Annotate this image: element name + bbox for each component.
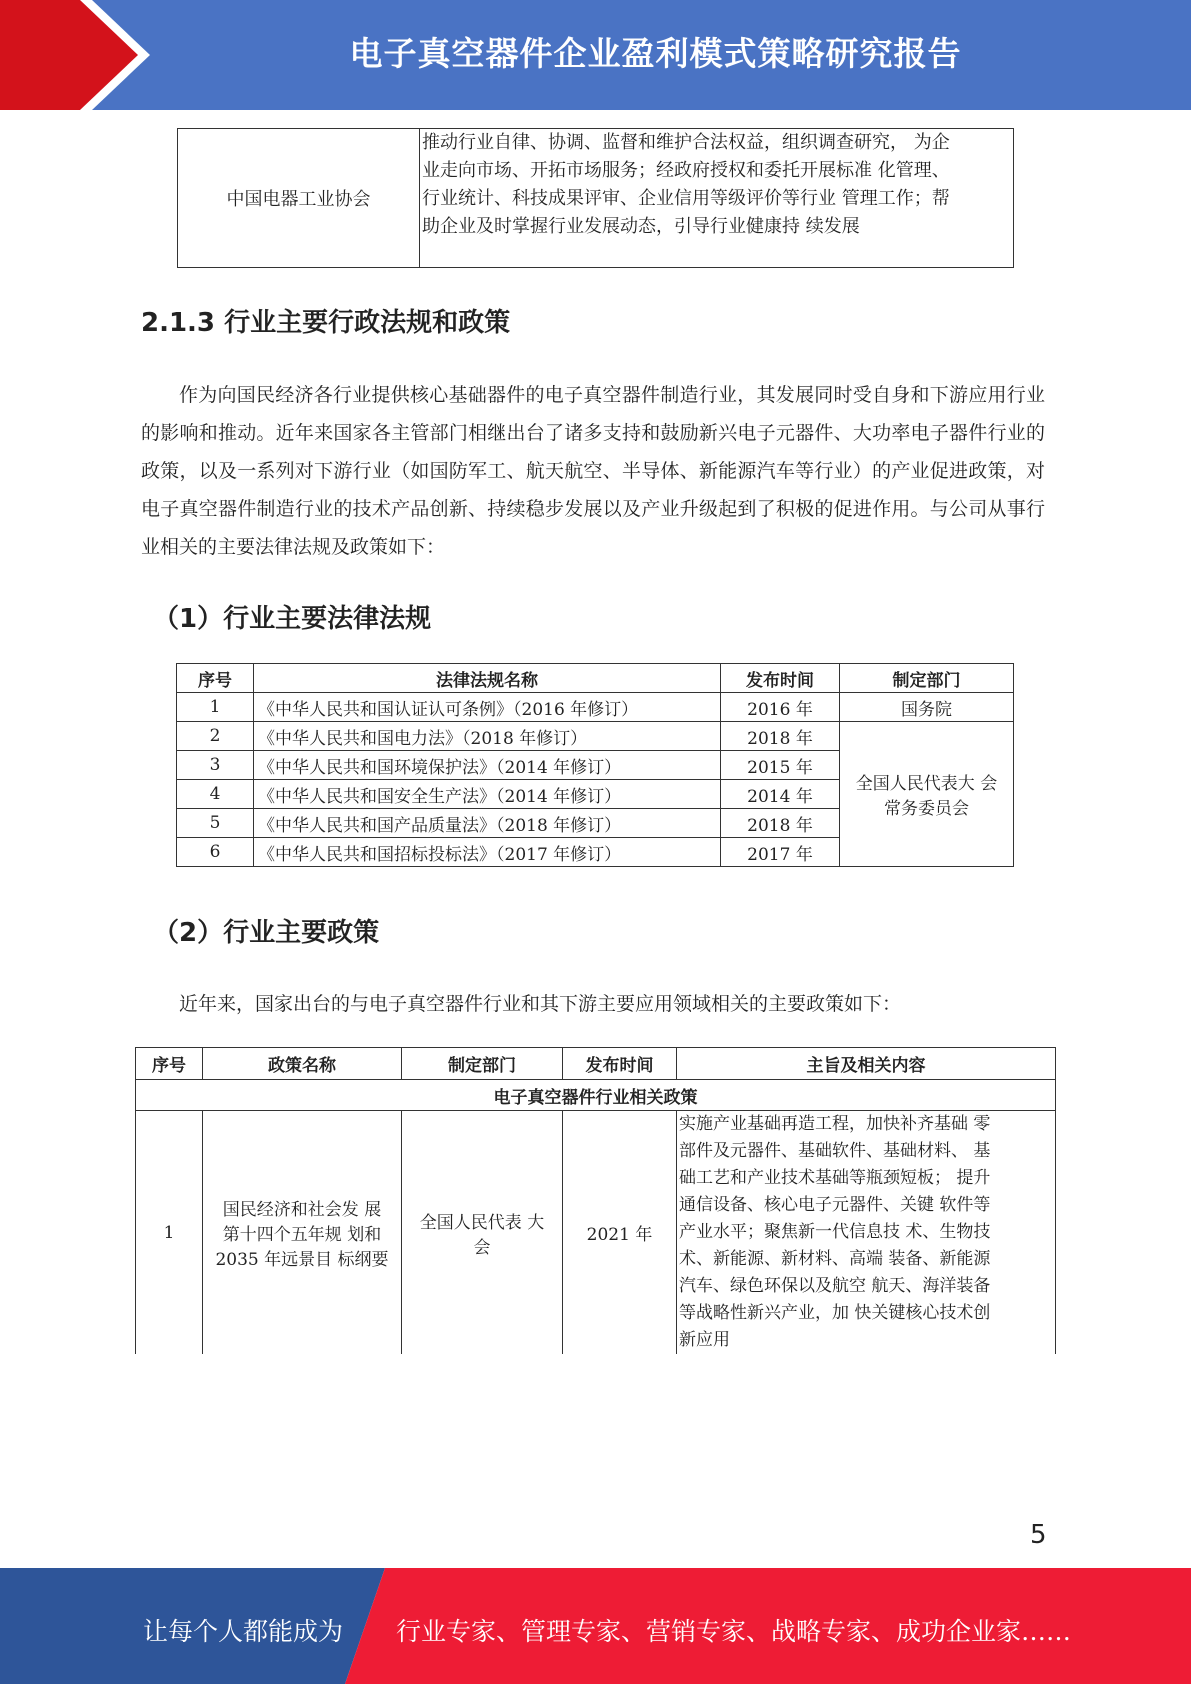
law-name: 《中华人民共和国环境保护法》（2014 年修订） [254,751,721,780]
law-date: 2015 年 [721,751,840,780]
policy-name-line: 2035 年远景目 标纲要 [215,1250,389,1270]
law-name: 《中华人民共和国招标投标法》（2017 年修订） [254,838,721,867]
table-header-row [177,664,1014,693]
content-line: 础工艺和产业技术基础等瓶颈短板； 提升 [679,1168,991,1188]
content-line: 汽车、绿色环保以及航空 航天、海洋装备 [679,1276,991,1296]
col-header: 发布时间 [563,1048,677,1080]
col-header: 法律法规名称 [254,664,721,693]
row-no: 3 [177,751,254,780]
section-paragraph: 作为向国民经济各行业提供核心基础器件的电子真空器件制造行业，其发展同时受自身和下游应用行业的影响和推动。近年来国家各主管部门相继出台了诸多支持和鼓励新兴电子元器件、大功率电子器件行业的政策，以及一系列对下游行业（如国防军工、航天航空、半导体、新能源汽车等行业）的产业促进政策，对电子真空器件制造行业的技术产品创新、持续稳步发展以及产业升级起到了积极的促进作用。与公司从事行业相关的主要法律法规及政策如下： [141,384,1045,558]
row-no: 5 [177,809,254,838]
law-date: 2016 年 [721,693,840,722]
desc-line: 助企业及时掌握行业发展动态，引导行业健康持 续发展 [422,216,860,237]
table-row [136,1111,1056,1355]
law-date: 2017 年 [721,838,840,867]
desc-line: 业走向市场、开拓市场服务；经政府授权和委托开展标准 化管理、 [422,160,950,181]
page-number: 5 [1030,1520,1047,1550]
content-line: 新应用 [679,1330,730,1350]
row-no: 4 [177,780,254,809]
footer-slogan-right: 行业专家、管理专家、营销专家、战略专家、成功企业家…… [396,1617,1072,1646]
policies-table [135,1047,1056,1354]
policy-name-line: 国民经济和社会发 展 [222,1200,382,1220]
table-row [177,693,1014,722]
report-title: 电子真空器件企业盈利模式策略研究报告 [349,34,962,73]
policy-content [677,1111,1056,1355]
col-header: 制定部门 [402,1048,563,1080]
col-header: 序号 [136,1048,203,1080]
policy-date: 2021 年 [563,1111,677,1355]
content-line: 术、新能源、新材料、高端 装备、新能源 [679,1249,991,1269]
row-no: 1 [177,693,254,722]
policy-name-line: 第十四个五年规 划和 [222,1225,382,1245]
row-no: 1 [136,1111,203,1355]
policy-dept [402,1111,563,1355]
table-row [177,722,1014,751]
table-row [178,129,1014,268]
section-heading: 2.1.3 行业主要行政法规和政策 [141,308,511,338]
content-line: 通信设备、核心电子元器件、关键 软件等 [679,1195,991,1215]
association-description [420,129,1014,268]
dept-line: 全国人民代表大 会 [855,774,998,794]
policy-group-label: 电子真空器件行业相关政策 [136,1080,1056,1111]
policies-heading: （2）行业主要政策 [153,918,380,948]
page-header [0,0,1191,110]
law-date: 2018 年 [721,809,840,838]
laws-table [176,663,1014,867]
desc-line: 行业统计、科技成果评审、企业信用等级评价等行业 管理工作；帮 [422,188,950,209]
footer-slogan-left: 让每个人都能成为 [143,1617,344,1646]
policy-dept-line: 全国人民代表 大 [419,1212,545,1233]
law-date: 2018 年 [721,722,840,751]
policy-name [203,1111,402,1355]
col-header: 发布时间 [721,664,840,693]
desc-line: 推动行业自律、协调、监督和维护合法权益，组织调查研究， 为企 [422,132,950,153]
association-name: 中国电器工业协会 [178,129,420,268]
law-date: 2014 年 [721,780,840,809]
content-line: 实施产业基础再造工程，加快补齐基础 零 [679,1114,991,1134]
law-name: 《中华人民共和国安全生产法》（2014 年修订） [254,780,721,809]
law-name: 《中华人民共和国产品质量法》（2018 年修订） [254,809,721,838]
col-header: 政策名称 [203,1048,402,1080]
content-line: 产业水平；聚焦新一代信息技 术、生物技 [679,1222,991,1242]
laws-heading: （1）行业主要法律法规 [153,604,432,634]
association-table [177,128,1014,268]
law-dept-merged [840,722,1014,867]
law-name: 《中华人民共和国认证认可条例》（2016 年修订） [254,693,721,722]
policy-dept-line: 会 [473,1237,491,1258]
page-footer [0,1568,1191,1684]
row-no: 6 [177,838,254,867]
col-header: 主旨及相关内容 [677,1048,1056,1080]
table-group-row [136,1080,1056,1111]
row-no: 2 [177,722,254,751]
law-dept: 国务院 [840,693,1014,722]
policies-intro: 近年来，国家出台的与电子真空器件行业和其下游主要应用领域相关的主要政策如下： [179,993,902,1015]
content-line: 部件及元器件、基础软件、基础材料、 基 [679,1141,991,1161]
dept-line: 常务委员会 [884,799,969,819]
law-name: 《中华人民共和国电力法》（2018 年修订） [254,722,721,751]
table-header-row [136,1048,1056,1080]
col-header: 制定部门 [840,664,1014,693]
content-line: 等战略性新兴产业，加 快关键核心技术创 [679,1303,991,1323]
col-header: 序号 [177,664,254,693]
